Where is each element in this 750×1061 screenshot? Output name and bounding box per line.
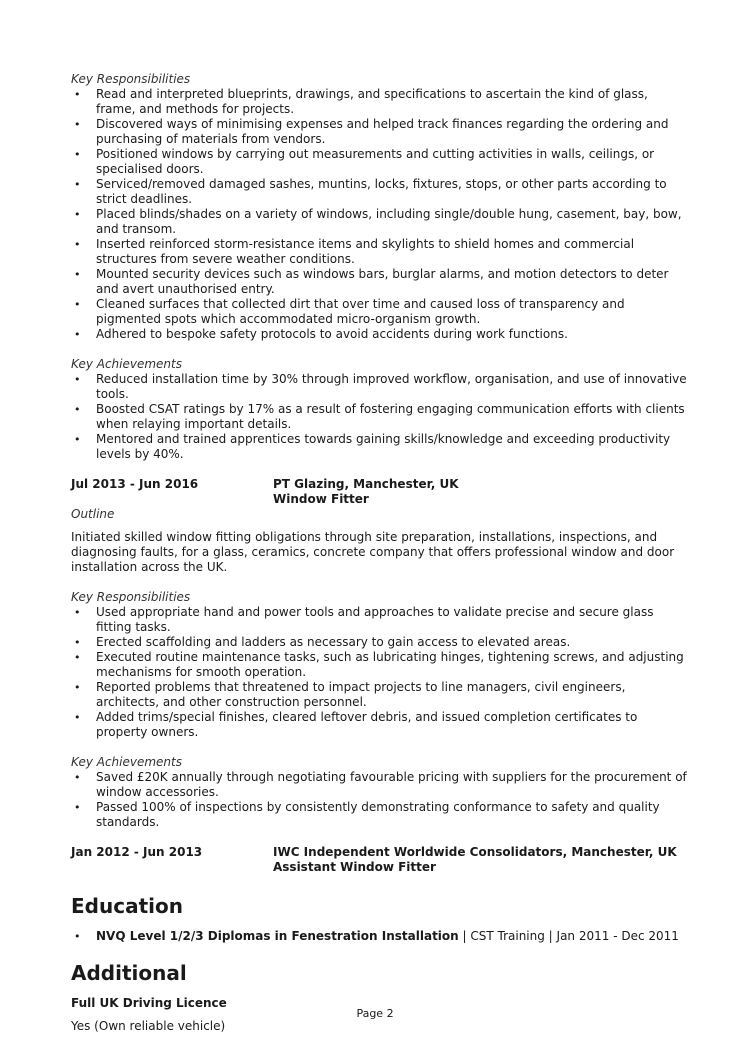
job3-dates: Jan 2012 - Jun 2013 bbox=[71, 845, 203, 859]
job2-dates: Jul 2013 - Jun 2016 bbox=[71, 477, 199, 491]
education-heading: Education bbox=[71, 894, 183, 918]
job3-company: IWC Independent Worldwide Consolidators, Manchester, UK bbox=[273, 845, 677, 859]
list-item: • Positioned windows by carrying out measurements and cutting activities in walls, ceilings, or specialised doors. bbox=[71, 147, 691, 177]
additional-title: Full UK Driving Licence bbox=[71, 996, 227, 1010]
job2-role: Window Fitter bbox=[273, 492, 369, 506]
list-item: • Mentored and trained apprentices towards gaining skills/knowledge and exceeding productivity levels by 40%. bbox=[71, 432, 691, 462]
list-item: • Serviced/removed damaged sashes, muntins, locks, fixtures, stops, or other parts according to strict deadlines. bbox=[71, 177, 691, 207]
list-item: • Added trims/special finishes, cleared leftover debris, and issued completion certificates to property owners. bbox=[71, 710, 691, 740]
job1-achievements-label: Key Achievements bbox=[71, 357, 182, 371]
list-item: • Read and interpreted blueprints, drawings, and specifications to ascertain the kind of glass, frame, and methods for projects. bbox=[71, 87, 691, 117]
list-item: • Reduced installation time by 30% through improved workflow, organisation, and use of innovative tools. bbox=[71, 372, 691, 402]
page-number: Page 2 bbox=[356, 1007, 394, 1020]
list-item: • Executed routine maintenance tasks, such as lubricating hinges, tightening screws, and adjusting mechanisms for smooth operation. bbox=[71, 650, 691, 680]
job2-company: PT Glazing, Manchester, UK bbox=[273, 477, 459, 491]
job1-responsibilities-list bbox=[71, 87, 691, 342]
list-item: • Inserted reinforced storm-resistance items and skylights to shield homes and commercial structures from severe weather conditions. bbox=[71, 237, 691, 267]
additional-text: Yes (Own reliable vehicle) bbox=[71, 1019, 226, 1033]
list-item: • Adhered to bespoke safety protocols to avoid accidents during work functions. bbox=[71, 327, 691, 342]
list-item: • Saved £20K annually through negotiating favourable pricing with suppliers for the procurement of window accessories. bbox=[71, 770, 691, 800]
education-details: | CST Training | Jan 2011 - Dec 2011 bbox=[458, 929, 679, 943]
list-item: • Cleaned surfaces that collected dirt that over time and caused loss of transparency and pigmented spots which accommodated micro-organism growth. bbox=[71, 297, 691, 327]
job2-responsibilities-label: Key Responsibilities bbox=[71, 590, 191, 604]
job2-outline-label: Outline bbox=[71, 507, 115, 521]
job1-achievements-list bbox=[71, 372, 691, 462]
job3-role: Assistant Window Fitter bbox=[273, 860, 436, 874]
job2-achievements-label: Key Achievements bbox=[71, 755, 182, 769]
job2-outline-text: Initiated skilled window fitting obligations through site preparation, installations, inspections, and diagnosing faults, for a glass, ceramics, concrete company that offers professional window and door installation across the UK. bbox=[71, 530, 675, 574]
job3-header bbox=[71, 845, 691, 875]
job2-achievements-list bbox=[71, 770, 691, 830]
additional-heading: Additional bbox=[71, 961, 187, 985]
list-item: • Reported problems that threatened to impact projects to line managers, civil engineers, architects, and other construction personnel. bbox=[71, 680, 691, 710]
list-item: • Mounted security devices such as windows bars, burglar alarms, and motion detectors to deter and avert unauthorised entry. bbox=[71, 267, 691, 297]
job2-header bbox=[71, 477, 691, 507]
list-item: • Discovered ways of minimising expenses and helped track finances regarding the ordering and purchasing of materials from vendors. bbox=[71, 117, 691, 147]
list-item: • Boosted CSAT ratings by 17% as a result of fostering engaging communication efforts with clients when relaying important details. bbox=[71, 402, 691, 432]
resume-page bbox=[71, 72, 691, 1034]
list-item: • Used appropriate hand and power tools and approaches to validate precise and secure glass fitting tasks. bbox=[71, 605, 691, 635]
education-item bbox=[71, 929, 691, 944]
education-qualification: NVQ Level 1/2/3 Diplomas in Fenestration Installation bbox=[96, 929, 459, 943]
education-list bbox=[71, 929, 691, 944]
list-item: • Passed 100% of inspections by consistently demonstrating conformance to safety and quality standards. bbox=[71, 800, 691, 830]
job2-responsibilities-list bbox=[71, 605, 691, 740]
list-item: • Placed blinds/shades on a variety of windows, including single/double hung, casement, bay, bow, and transom. bbox=[71, 207, 691, 237]
list-item: • Erected scaffolding and ladders as necessary to gain access to elevated areas. bbox=[71, 635, 691, 650]
job1-responsibilities-label: Key Responsibilities bbox=[71, 72, 191, 86]
